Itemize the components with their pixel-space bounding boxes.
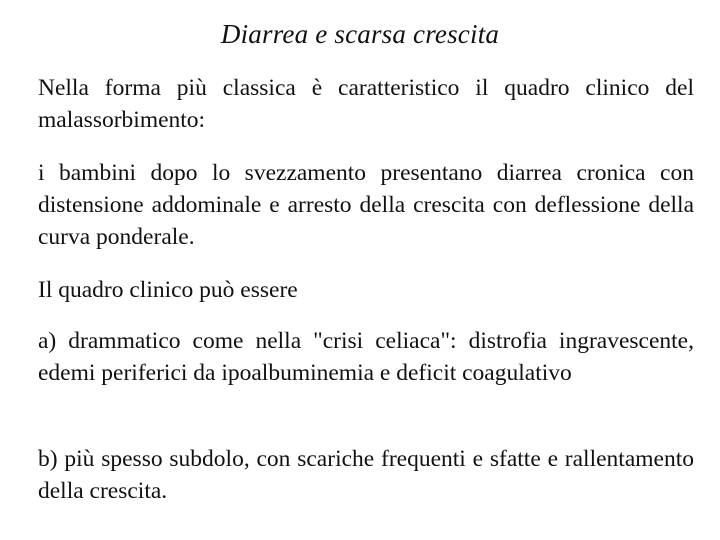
paragraph-option-a: a) drammatico come nella "crisi celiaca": distrofia ingravescente, edemi periferici da ipoalbuminemia e deficit coagulativo xyxy=(38,328,694,386)
paragraph-quadro-clinico: Il quadro clinico può essere xyxy=(38,277,298,303)
paragraph-malassorbimento: Nella forma più classica è caratteristico il quadro clinico del malassorbimento: xyxy=(38,75,694,133)
paragraph-option-b: b) più spesso subdolo, con scariche frequenti e sfatte e rallentamento della crescita. xyxy=(38,446,694,504)
paragraph-svezzamento: i bambini dopo lo svezzamento presentano diarrea cronica con distensione addominale e arresto della crescita con deflessione della curva ponderale. xyxy=(38,160,694,250)
slide-title: Diarrea e scarsa crescita xyxy=(220,19,500,49)
